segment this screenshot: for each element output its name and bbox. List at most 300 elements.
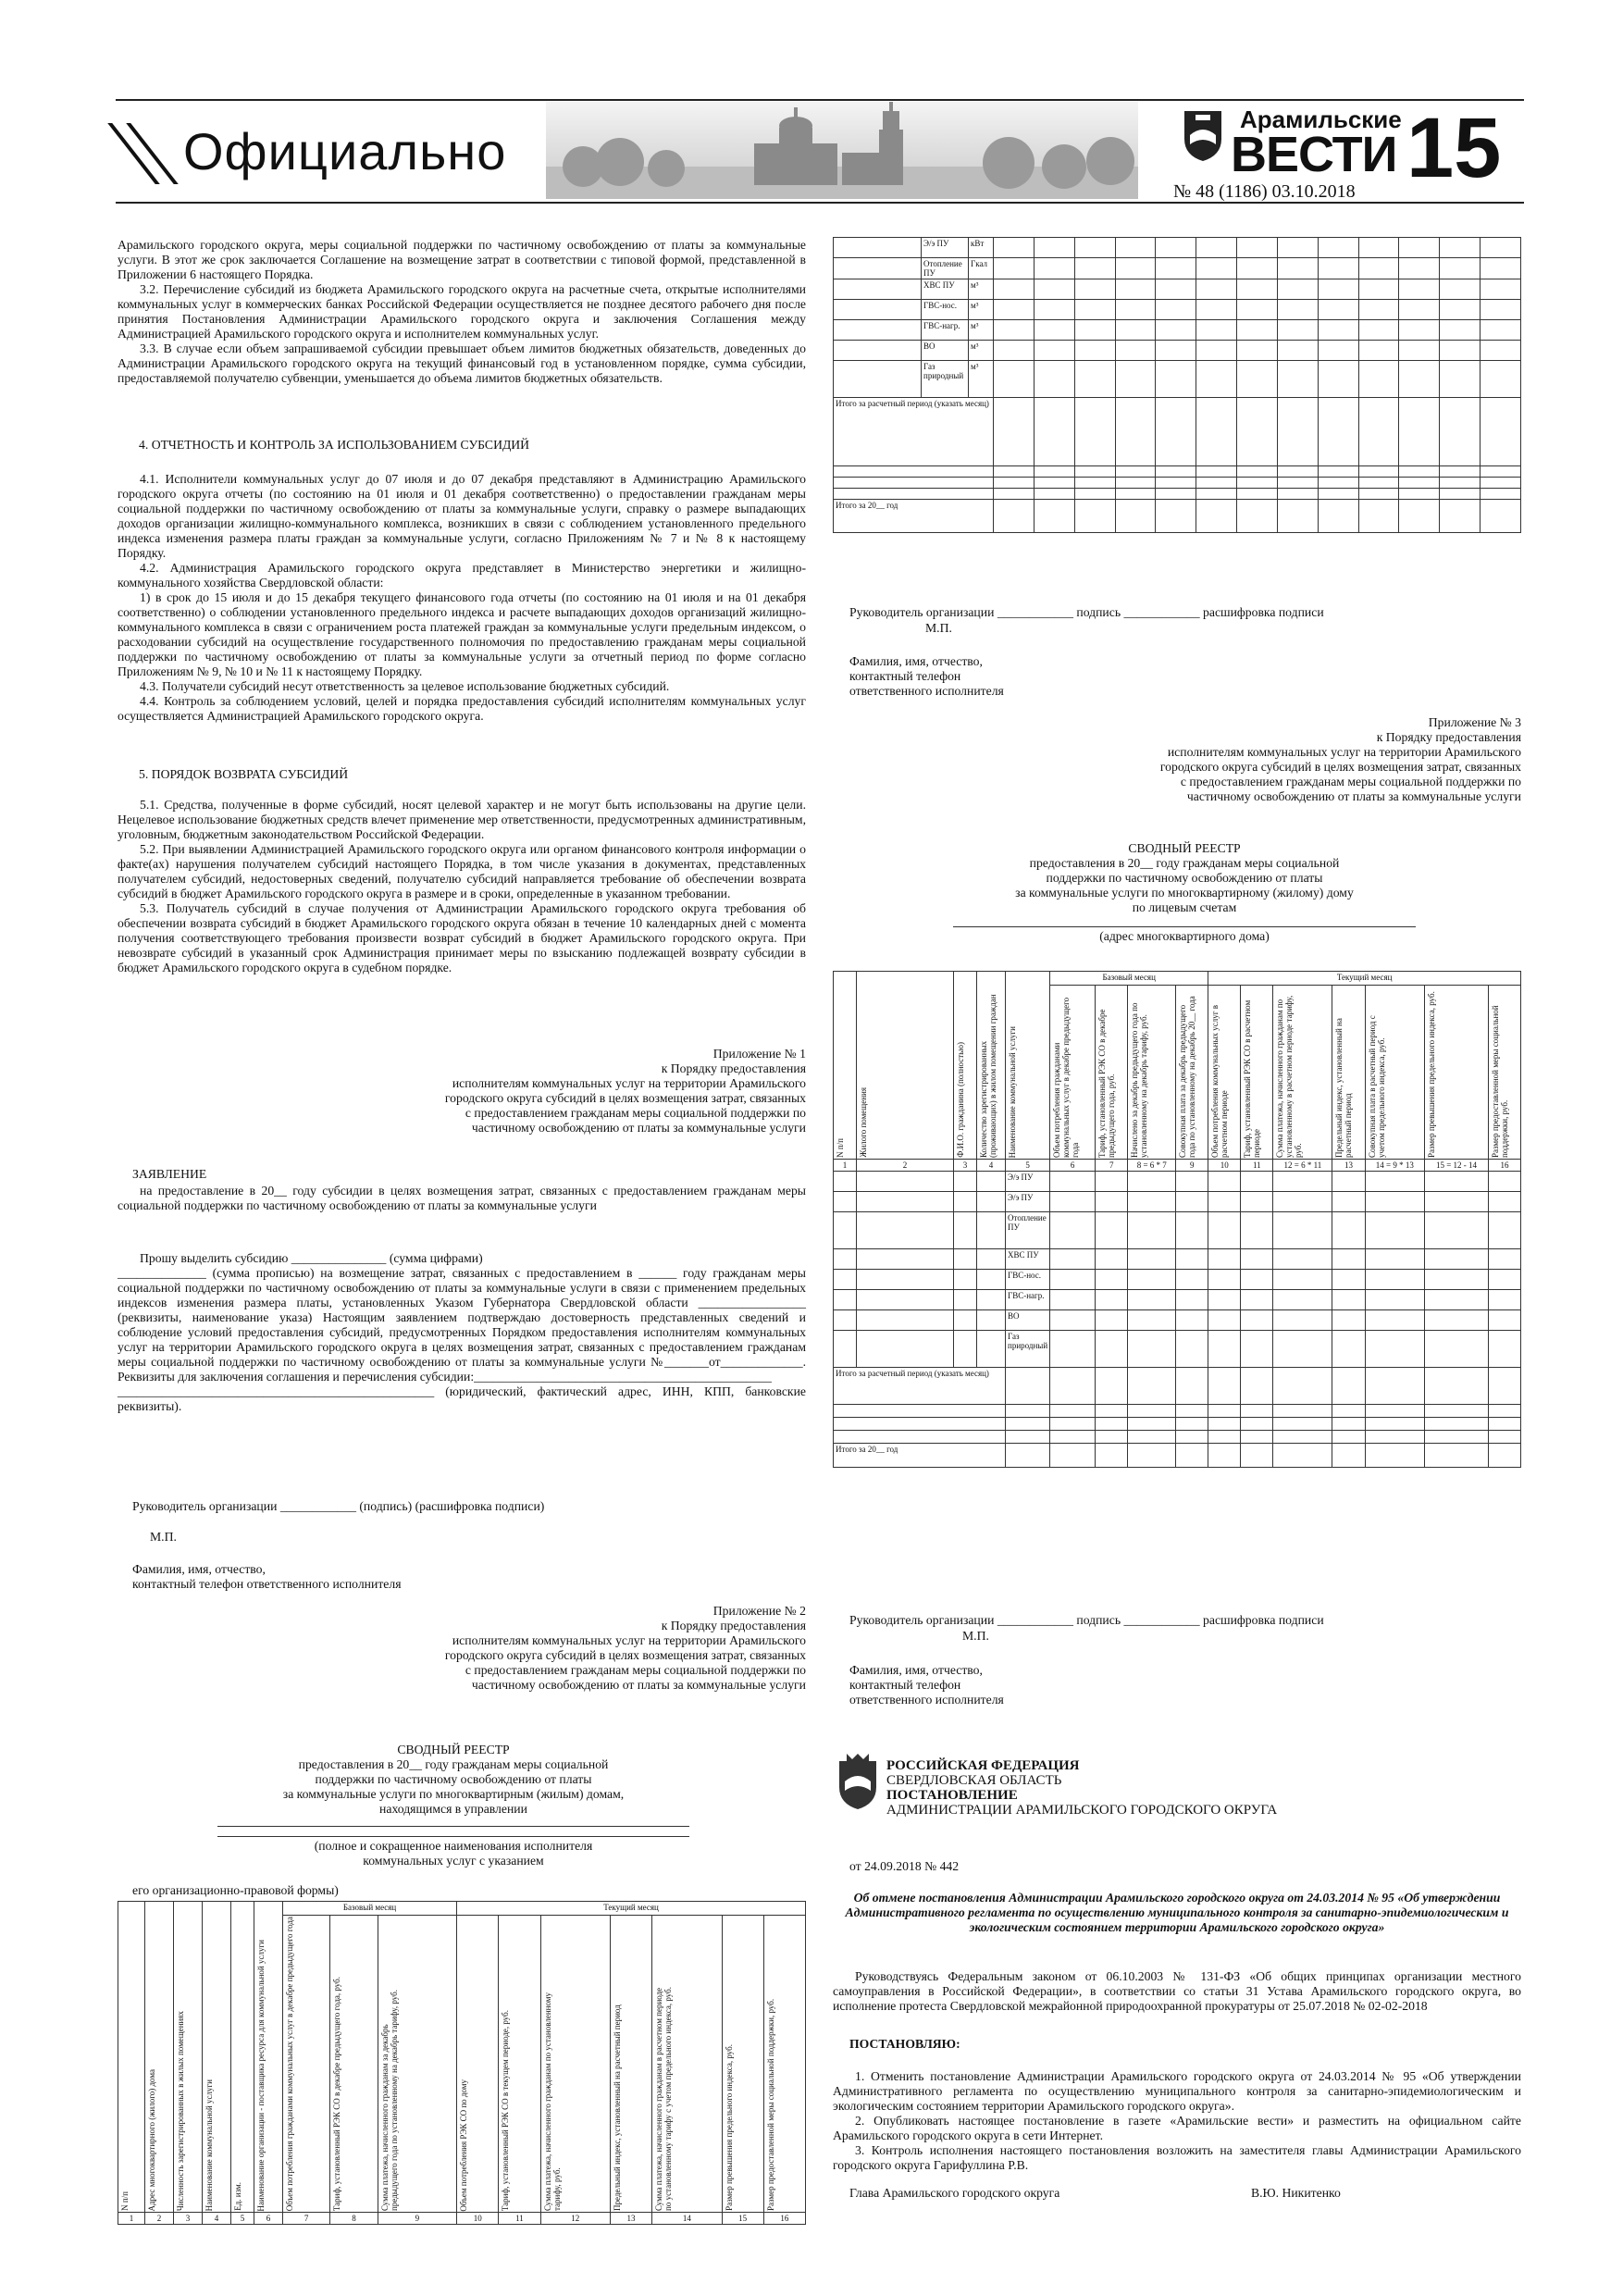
paragraph: 2. Опубликовать настоящее постановление в газете «Арамильские вести» и разместить на официальном сайте Арамильского городского округа в сети Интернет. — [833, 2114, 1521, 2142]
table-cell: 2 — [145, 2213, 174, 2225]
table-cell — [1115, 466, 1156, 478]
table-cell — [1440, 341, 1481, 361]
table-cell — [1034, 258, 1074, 279]
table-header-cell: Ед. изм. — [231, 1902, 254, 2213]
header-rule-bottom — [116, 202, 1524, 204]
table-cell — [1208, 1405, 1241, 1418]
table-cell — [1096, 1212, 1128, 1249]
table-cell — [1237, 341, 1278, 361]
table-row — [834, 478, 1521, 489]
reestr-title: СВОДНЫЙ РЕЕСТР — [1128, 841, 1241, 855]
service-name: Э/э ПУ — [1006, 1172, 1050, 1192]
continued-table — [833, 237, 1521, 533]
table-cell — [1128, 1172, 1176, 1192]
table-cell — [1488, 1249, 1520, 1270]
header-rule-top — [116, 99, 1524, 101]
table-cell — [1034, 320, 1074, 341]
paragraph: 4.1. Исполнители коммунальных услуг до 07 июля и до 07 декабря представляют в Администрацию Арамильского городского округа отчеты (по состоянию на 01 июля и 01 декабря соответственно) о предоставлении гражданам меры социальной поддержки по частичному освобождению от платы за коммунальные услуги, справку о размере выпадающих доходов организации жилищно-коммунального комплекса, возникших в связи с соблюдением установленного предельного индекса изменения размера платы граждан за коммунальные услуги, согласно Приложениям № 7 и № 8 к настоящему Порядку. — [118, 472, 806, 560]
table-cell — [1237, 478, 1278, 489]
table-cell: 5 — [231, 2213, 254, 2225]
table-cell — [1365, 1444, 1425, 1468]
table-cell: 12 — [540, 2213, 610, 2225]
table-cell — [977, 1270, 1006, 1290]
table-cell — [1488, 1212, 1520, 1249]
table-cell — [1440, 500, 1481, 533]
table-cell — [1241, 1431, 1273, 1444]
service-name: Газ природный — [1006, 1331, 1050, 1368]
table-header-cell: Объем потребления коммунальных услуг в расчетном периоде — [1208, 986, 1241, 1160]
table-cell — [977, 1331, 1006, 1368]
table-cell — [1208, 1444, 1241, 1468]
heading-line: городского округа субсидий в целях возмещения затрат, связанных — [444, 1091, 806, 1105]
section-5-title: 5. ПОРЯДОК ВОЗВРАТА СУБСИДИЙ — [139, 767, 349, 781]
table-cell — [1318, 279, 1358, 300]
table-cell — [1425, 1444, 1489, 1468]
table-cell — [1332, 1310, 1365, 1331]
table-cell: 3 — [954, 1160, 977, 1172]
table-cell — [1399, 398, 1440, 466]
table-cell — [994, 398, 1035, 466]
table-cell: 16 — [1488, 1160, 1520, 1172]
table-cell — [1358, 478, 1399, 489]
table-cell — [1115, 398, 1156, 466]
table-cell — [1481, 320, 1521, 341]
table-cell — [1481, 258, 1521, 279]
decree-resolve: ПОСТАНОВЛЯЮ: — [849, 2037, 960, 2051]
table-cell — [834, 478, 994, 489]
table-cell — [1156, 238, 1196, 258]
service-unit: м³ — [969, 361, 994, 398]
table-cell — [834, 1290, 857, 1310]
table-header-cell: Численность зарегистрированных в жилых помещениях — [174, 1902, 203, 2213]
table-cell — [1277, 489, 1318, 500]
table-row — [834, 1192, 1521, 1212]
table-cell — [1074, 500, 1115, 533]
table-cell — [1034, 341, 1074, 361]
table-cell — [1318, 398, 1358, 466]
decree-signer-name: В.Ю. Никитенко — [1251, 2186, 1341, 2200]
contact-line: контактный телефон — [849, 669, 961, 683]
zayavlenie-title: ЗАЯВЛЕНИЕ — [132, 1167, 207, 1181]
table-cell — [1481, 238, 1521, 258]
table-cell — [1440, 238, 1481, 258]
table-cell — [1358, 279, 1399, 300]
table-header-cell: Совокупная плата в расчетный период с учетом предельного индекса, руб. — [1365, 986, 1425, 1160]
table-cell — [1481, 489, 1521, 500]
table-cell — [1488, 1192, 1520, 1212]
table-cell: 16 — [763, 2213, 805, 2225]
table-cell — [1273, 1249, 1332, 1270]
town-emblem — [1183, 107, 1223, 163]
table-cell — [1277, 361, 1318, 398]
heading-line: к Порядку предоставления — [661, 1061, 806, 1075]
paragraph: 5.3. Получатель субсидий в случае получения от Администрации Арамильского городского округа требования об обеспечении возврата субсидий в бюджет Арамильского городского округа обязан в течение 10 календарных дней с момента получения соответствующего требования произвести возврат субсидий в бюджет Арамильского городского округа. При невозврате субсидий в указанный срок Администрация принимает меры по взысканию подлежащей возврату субсидии в бюджет Арамильского городского округа в судебном порядке. — [118, 901, 806, 974]
table-header-cell: Тариф, установленный РЭК СО в расчетном периоде — [1241, 986, 1273, 1160]
table-header-cell: Начислено за декабрь предыдущего года по установленному на декабрь тарифу, руб. — [1128, 986, 1176, 1160]
reestr-2-table — [118, 1901, 806, 2225]
table-cell — [1365, 1212, 1425, 1249]
table-cell — [1358, 341, 1399, 361]
table-row — [834, 1405, 1521, 1418]
table-cell — [1176, 1431, 1208, 1444]
table-cell — [1115, 300, 1156, 320]
table-cell — [1074, 300, 1115, 320]
table-cell — [1128, 1270, 1176, 1290]
table-row — [834, 489, 1521, 500]
paragraph: ______________ (сумма прописью) на возмещение затрат, связанных с предоставлением в ______ году гражданам меры социальной поддержки по частичному освобождению от платы за коммунальные услуги в связи с применением предельных индексов изменения размера платы, установленных Указом Губернатора Свердловской области _________________ (реквизиты, наименование указа) Настоящим заявлением подтверждаю достоверность представленных сведений и соблюдение условий предоставления субсидий, предусмотренных Порядком предоставления исполнителям коммунальных услуг на территории Арамильского городского округа в целях возмещения затрат, связанных с предоставлением гражданам меры социальной поддержки по частичному освобождению от платы за коммунальные услуги №_______от_____________. Реквизиты для заключения соглашения и перечисления субсидии:_______________________________________________ — [118, 1266, 806, 1384]
table-cell — [1128, 1249, 1176, 1270]
paragraph: 3.3. В случае если объем запрашиваемой субсидии превышает объем лимитов бюджетных обязательств, доведенных до Администрации Арамильского городского округа на текущий финансовый год в установленном порядке, сумма субсидии, предоставляемой получателю субвенции, уменьшается до объема лимитов бюджетных обязательств. — [118, 341, 806, 385]
table-row — [834, 1212, 1521, 1249]
paragraph: 3. Контроль исполнения настоящего постановления возложить на заместителя главы Администрации Арамильского городского округа Гарифуллина Р.В. — [833, 2143, 1521, 2172]
table-header-cell: Объем потребления гражданами коммунальных услуг в декабре предыдущего года — [1050, 986, 1096, 1160]
table-cell — [1208, 1290, 1241, 1310]
table-cell — [1241, 1192, 1273, 1212]
table-header-cell: Размер предоставленной меры социальной поддержки, руб. — [763, 1916, 805, 2213]
table-header-cell: Ф.И.О. гражданина (полностью) — [954, 972, 977, 1160]
table-row — [834, 279, 1521, 300]
table-cell — [1241, 1310, 1273, 1331]
table-cell — [1115, 361, 1156, 398]
table-cell: 3 — [174, 2213, 203, 2225]
table-cell — [1332, 1172, 1365, 1192]
table-cell — [1208, 1172, 1241, 1192]
table-cell — [1128, 1444, 1176, 1468]
table-cell — [1365, 1431, 1425, 1444]
table-cell — [857, 1192, 954, 1212]
table-cell — [1358, 466, 1399, 478]
contact-line: ответственного исполнителя — [849, 684, 1004, 698]
table-cell: 10 — [1208, 1160, 1241, 1172]
table-cell — [954, 1270, 977, 1290]
paragraph: на предоставление в 20__ году субсидии в целях возмещения затрат, связанных с предоставлением гражданам меры социальной поддержки по частичному освобождению от платы за коммунальные услуги — [118, 1184, 806, 1212]
decree-signer-title: Глава Арамильского городского округа — [849, 2186, 1060, 2200]
table-cell — [1273, 1290, 1332, 1310]
table-cell — [954, 1290, 977, 1310]
table-cell — [1273, 1405, 1332, 1418]
decree-kind: ПОСТАНОВЛЕНИЕ — [886, 1788, 1018, 1803]
table-cell — [994, 489, 1035, 500]
table-cell — [1277, 279, 1318, 300]
table-cell — [1034, 398, 1074, 466]
appendix-2-heading — [278, 1604, 806, 1693]
table-cell — [1208, 1310, 1241, 1331]
table-cell — [1034, 300, 1074, 320]
table-cell — [1208, 1249, 1241, 1270]
table-cell — [1074, 238, 1115, 258]
table-cell — [1237, 238, 1278, 258]
table-header-cell: Наименование коммунальной услуги — [1006, 972, 1050, 1160]
zayavlenie-body — [118, 1251, 806, 1414]
table-cell — [1156, 466, 1196, 478]
table-cell — [1034, 489, 1074, 500]
table-cell — [1241, 1270, 1273, 1290]
table-cell — [1050, 1310, 1096, 1331]
table-cell — [1399, 500, 1440, 533]
heading-line: к Порядку предоставления — [1376, 730, 1521, 744]
paragraph: 5.1. Средства, полученные в форме субсидий, носят целевой характер и не могут быть использованы на другие цели. Нецелевое использование бюджетных средств влечет применение мер ответственности, предусмотренных административным, уголовным, бюджетным законодательством Российской Федерации. — [118, 798, 806, 841]
table-cell — [1365, 1192, 1425, 1212]
table-cell — [1208, 1331, 1241, 1368]
table-cell: 9 — [378, 2213, 457, 2225]
table-cell — [954, 1212, 977, 1249]
header-photo — [546, 102, 1138, 199]
table-cell — [1332, 1405, 1365, 1418]
table-cell — [1332, 1249, 1365, 1270]
table-cell — [1358, 500, 1399, 533]
table-cell — [1425, 1270, 1489, 1290]
table-cell — [1196, 300, 1237, 320]
paragraph: __________________________________________________ (юридический, фактический адрес, ИНН, КПП, банковские реквизиты). — [118, 1384, 806, 1413]
contact-line: Фамилия, имя, отчество, — [849, 1663, 983, 1677]
table-cell — [1237, 398, 1278, 466]
table-cell — [1332, 1418, 1365, 1431]
table-cell — [1208, 1212, 1241, 1249]
stamp-label-top: М.П. — [925, 621, 952, 635]
table-cell: 8 = 6 * 7 — [1128, 1160, 1176, 1172]
table-cell — [1050, 1431, 1096, 1444]
table-cell — [1034, 478, 1074, 489]
table-cell — [1034, 500, 1074, 533]
table-cell — [1208, 1192, 1241, 1212]
heading-line: городского округа субсидий в целях возмещения затрат, связанных — [1159, 760, 1521, 774]
table-cell — [857, 1331, 954, 1368]
table-cell — [1196, 500, 1237, 533]
table-header-cell: Объем потребления РЭК СО по дому — [457, 1916, 499, 2213]
table-cell — [1074, 320, 1115, 341]
table-cell — [1488, 1368, 1520, 1405]
reestr-subtitle: поддержки по частичному освобождению от платы — [315, 1772, 592, 1786]
table-cell: 7 — [283, 2213, 330, 2225]
appendix-1-heading — [278, 1047, 806, 1136]
table-cell — [1128, 1212, 1176, 1249]
paragraph: Арамильского городского округа, меры социальной поддержки по частичному освобождению от платы за коммунальные услуги. В этот же срок заключается Соглашение на возмещение затрат в соответствии с типовой формой, представленной в Приложении 6 настоящего Порядка. — [118, 238, 806, 281]
table-cell — [1128, 1431, 1176, 1444]
table-cell: 8 — [330, 2213, 378, 2225]
table-header-cell: Предельный индекс, установленный на расчетный период — [1332, 986, 1365, 1160]
blank-line — [953, 926, 1416, 927]
table-3 — [833, 971, 1521, 1468]
table-cell — [1176, 1270, 1208, 1290]
table-cell — [1241, 1368, 1273, 1405]
signature-line-top: Руководитель организации ____________ подпись ____________ расшифровка подписи — [849, 605, 1324, 619]
table-cell — [1096, 1172, 1128, 1192]
table-cell — [1488, 1290, 1520, 1310]
table-cell: 13 — [1332, 1160, 1365, 1172]
table-row — [834, 1172, 1521, 1192]
table-cell — [1488, 1431, 1520, 1444]
table-header-cell: Размер превышения предельного индекса, руб. — [1425, 986, 1489, 1160]
table-cell: 12 = 6 * 11 — [1273, 1160, 1332, 1172]
table-group-header: Текущий месяц — [1208, 972, 1521, 986]
table-cell: 5 — [1006, 1160, 1050, 1172]
table-cell — [1277, 300, 1318, 320]
table-cell — [834, 1405, 1006, 1418]
table-cell — [1006, 1444, 1050, 1468]
table-cell — [1488, 1405, 1520, 1418]
table-cell — [834, 1249, 857, 1270]
blank-line — [217, 1826, 689, 1827]
stamp-label-bottom: М.П. — [962, 1629, 989, 1643]
table-row — [834, 1418, 1521, 1431]
table-cell — [1358, 300, 1399, 320]
table-cell — [1176, 1172, 1208, 1192]
table-cell — [977, 1310, 1006, 1331]
section-4-body — [118, 472, 806, 724]
table-cell — [1273, 1172, 1332, 1192]
table-cell — [834, 466, 994, 478]
table-cell — [1115, 258, 1156, 279]
table-header-cell: N п/п — [834, 972, 857, 1160]
table-cell — [1096, 1431, 1128, 1444]
table-row — [834, 320, 1521, 341]
table-cell — [1318, 489, 1358, 500]
table-cell: 14 = 9 * 13 — [1365, 1160, 1425, 1172]
table-cell — [977, 1192, 1006, 1212]
service-name: ХВС ПУ — [1006, 1249, 1050, 1270]
table-header-cell: Сумма платежа, начисленного гражданам за декабрь предыдущего года по установленному на декабрь тарифу, руб. — [378, 1916, 457, 2213]
total-label: Итого за 20__ год — [834, 1444, 1006, 1468]
table-cell — [1096, 1405, 1128, 1418]
table-cell — [1273, 1431, 1332, 1444]
table-cell — [977, 1212, 1006, 1249]
table-cell — [977, 1172, 1006, 1192]
table-row — [834, 1160, 1521, 1172]
contact-block-top — [849, 654, 1004, 699]
total-label: Итого за 20__ год — [834, 500, 994, 533]
service-unit: м³ — [969, 300, 994, 320]
table-cell — [1277, 238, 1318, 258]
table-cell — [1115, 489, 1156, 500]
table-cell — [1273, 1444, 1332, 1468]
coat-of-arms-icon — [836, 1752, 880, 1811]
table-cell — [1096, 1270, 1128, 1290]
heading-line: к Порядку предоставления — [661, 1619, 806, 1632]
table-cell — [1176, 1290, 1208, 1310]
table-header-cell: Наименование организации - поставщика ресурса для коммунальной услуги — [254, 1902, 283, 2213]
table-cell — [1318, 238, 1358, 258]
table-cell — [1365, 1368, 1425, 1405]
table-row — [834, 1431, 1521, 1444]
table-cell: 15 = 12 - 14 — [1425, 1160, 1489, 1172]
table-cell — [1425, 1368, 1489, 1405]
table-cell — [1034, 279, 1074, 300]
zayavlenie-subtitle — [118, 1184, 806, 1213]
table-header-cell: N п/п — [118, 1902, 145, 2213]
table-row — [834, 1331, 1521, 1368]
table-cell — [994, 279, 1035, 300]
table-cell — [1096, 1444, 1128, 1468]
table-cell — [1241, 1444, 1273, 1468]
table-cell — [1481, 466, 1521, 478]
table-cell — [977, 1290, 1006, 1310]
logo-vesti: ВЕСТИ — [1231, 127, 1397, 182]
table-row — [834, 361, 1521, 398]
table-group-header: Базовый месяц — [1050, 972, 1208, 986]
service-name: ГВС-нос. — [1006, 1270, 1050, 1290]
table-row — [834, 1444, 1521, 1468]
table-cell — [834, 1192, 857, 1212]
table-cell — [1156, 279, 1196, 300]
table-cell — [1488, 1310, 1520, 1331]
blank-line — [217, 1836, 689, 1837]
table-cell — [1176, 1331, 1208, 1368]
table-cell — [1156, 398, 1196, 466]
table-cell — [1156, 341, 1196, 361]
table-cell — [834, 1418, 1006, 1431]
table-cell — [1399, 341, 1440, 361]
decree-region: СВЕРДЛОВСКАЯ ОБЛАСТЬ — [886, 1773, 1062, 1788]
table-header-cell: Объем потребления гражданами коммунальных услуг в декабре предыдущего года — [283, 1916, 330, 2213]
table-cell — [954, 1192, 977, 1212]
table-cell — [1425, 1249, 1489, 1270]
section-4-title: 4. ОТЧЕТНОСТЬ И КОНТРОЛЬ ЗА ИСПОЛЬЗОВАНИЕМ СУБСИДИЙ — [139, 438, 530, 452]
signature-line-bottom: Руководитель организации ____________ подпись ____________ расшифровка подписи — [849, 1613, 1324, 1627]
table-cell — [1208, 1418, 1241, 1431]
table-row — [834, 238, 1521, 258]
table-header-cell: Сумма платежа, начисленного гражданам в расчетном периоде по установленному тарифу с учетом предельного индекса, руб. — [652, 1916, 722, 2213]
table-cell — [1318, 466, 1358, 478]
table-cell — [834, 1431, 1006, 1444]
table-cell — [1488, 1444, 1520, 1468]
table-cell — [1050, 1249, 1096, 1270]
table-1-continued — [833, 237, 1521, 533]
table-cell — [834, 320, 922, 341]
table-cell — [1115, 279, 1156, 300]
table-cell — [834, 279, 922, 300]
table-cell — [857, 1172, 954, 1192]
rubric — [118, 109, 506, 192]
contact-line: ответственного исполнителя — [849, 1693, 1004, 1706]
table-cell — [1096, 1249, 1128, 1270]
table-cell — [1481, 279, 1521, 300]
table-cell — [1176, 1212, 1208, 1249]
table-cell — [834, 1270, 857, 1290]
table-row — [118, 2213, 806, 2225]
table-cell — [1237, 500, 1278, 533]
table-cell — [1096, 1331, 1128, 1368]
table-cell — [994, 500, 1035, 533]
table-cell — [1481, 361, 1521, 398]
table-cell — [1096, 1192, 1128, 1212]
table-cell: 4 — [203, 2213, 231, 2225]
table-cell — [1332, 1270, 1365, 1290]
reestr-subtitle: предоставления в 20__ году гражданам меры социальной — [1029, 856, 1340, 870]
table-cell — [1208, 1270, 1241, 1290]
table-cell — [1358, 398, 1399, 466]
table-cell — [1425, 1431, 1489, 1444]
service-name: Отопление ПУ — [922, 258, 969, 279]
table-row — [834, 1368, 1521, 1405]
table-cell — [1074, 361, 1115, 398]
table-cell — [834, 1212, 857, 1249]
decree-date: от 24.09.2018 № 442 — [849, 1859, 960, 1873]
table-cell — [1196, 341, 1237, 361]
table-cell — [954, 1310, 977, 1331]
table-cell — [1074, 279, 1115, 300]
table-cell — [994, 466, 1035, 478]
table-cell: 7 — [1096, 1160, 1128, 1172]
table-cell — [1277, 478, 1318, 489]
table-cell — [1440, 398, 1481, 466]
table-cell — [1050, 1270, 1096, 1290]
table-cell — [1399, 478, 1440, 489]
table-cell — [1074, 466, 1115, 478]
table-cell — [834, 258, 922, 279]
decree-preamble — [833, 1969, 1521, 2014]
table-cell — [1074, 478, 1115, 489]
table-cell — [1365, 1405, 1425, 1418]
